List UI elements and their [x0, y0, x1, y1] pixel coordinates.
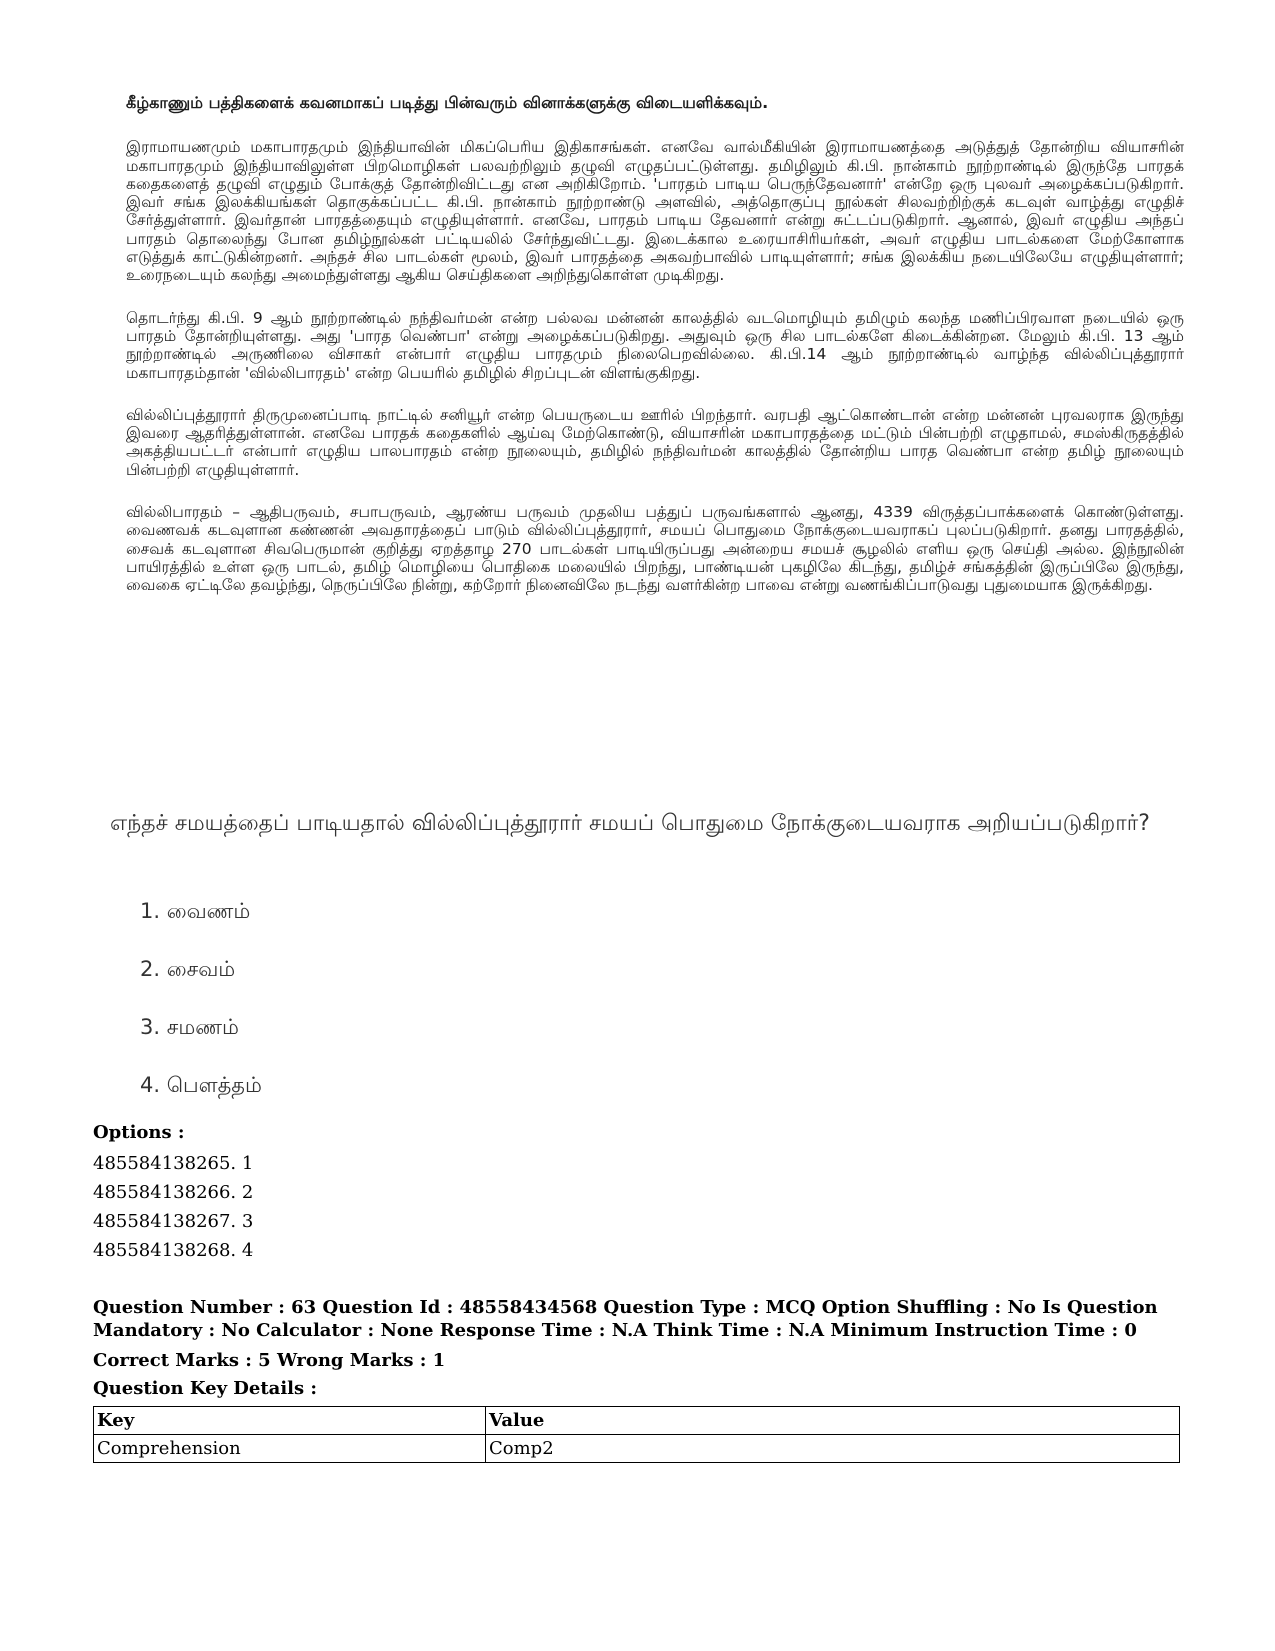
passage-paragraph: இராமாயணமும் மகாபாரதமும் இந்தியாவின் மிகப்பெரிய இதிகாசங்கள். எனவே வால்மீகியின் இராமாயணத்தை அடுத்துத் தோன்றிய வியாசரின் மகாபாரதமும் இந்தியாவிலுள்ள பிறமொழிகள் பலவற்றிலும் தழுவி எழுதப்பட்டுள்ளது. தமிழிலும் கி.பி. நான்காம் நூற்றாண்டில் இருந்தே பாரதக் கதைகளைத் தழுவி எழுதும் போக்குத் தோன்றிவிட்டது என அறிகிறோம். 'பாரதம் பாடிய பெருந்தேவனார்' என்றே ஒரு புலவர் அழைக்கப்படுகிறார். இவர் சங்க இலக்கியங்கள் தொகுக்கப்பட்ட கி.பி. நான்காம் நூற்றாண்டு அளவில், அத்தொகுப்பு நூல்கள் சிலவற்றிற்குக் கடவுள் வாழ்த்து எழுதிச் சேர்த்துள்ளார். இவர்தான் பாரதத்தையும் எழுதியுள்ளார். எனவே, பாரதம் பாடிய தேவனார் என்று சுட்டப்படுகிறார். ஆனால், இவர் எழுதிய அந்தப் பாரதம் தொலைந்து போன தமிழ்நூல்கள் பட்டியலில் சேர்ந்துவிட்டது. இடைக்கால உரையாசிரியர்கள், அவர் எழுதிய பாடல்களை மேற்கோளாக எடுத்துக் காட்டுகின்றனர். அந்தச் சில பாடல்கள் மூலம், இவர் பாரதத்தை அகவற்பாவில் பாடியுள்ளார்; சங்க இலக்கிய நடையிலேயே எழுதியுள்ளார்; உரைநடையும் கலந்து அமைந்துள்ளது ஆகிய செய்திகளை அறிந்துகொள்ள முடிகிறது.: [126, 138, 1184, 285]
option-id-item: 485584138268. 4: [93, 1240, 254, 1261]
passage-paragraph: வில்லிபாரதம் – ஆதிபருவம், சபாபருவம், ஆரண்ய பருவம் முதலிய பத்துப் பருவங்களால் ஆனது, 4339 விருத்தப்பாக்களைக் கொண்டுள்ளது. வைணவக் கடவுளான கண்ணன் அவதாரத்தைப் பாடும் வில்லிப்புத்தூரார், சமயப் பொதுமை நோக்குடையவராகப் புலப்படுகிறார். தனது பாரதத்தில், சைவக் கடவுளான சிவபெருமான் குறித்து ஏறத்தாழ 270 பாடல்கள் பாடியிருப்பது அன்றைய சமயச் சூழலில் எளிய ஒரு செய்தி அல்ல. இந்நூலின் பாயிரத்தில் உள்ள ஒரு பாடல், தமிழ் மொழியை பொதிகை மலையில் பிறந்து, பாண்டியன் புகழிலே கிடந்து, தமிழ்ச் சங்கத்தின் இருப்பிலே இருந்து, வைகை ஏட்டிலே தவழ்ந்து, நெருப்பிலே நின்று, கற்றோர் நினைவிலே நடந்து வளர்கின்ற பாவை என்று வணங்கிப்பாடுவது புதுமையாக இருக்கிறது.: [126, 503, 1185, 595]
answer-choices: [140, 896, 262, 1128]
key-details-label: Question Key Details :: [93, 1378, 318, 1399]
option-id-item: 485584138267. 3: [93, 1211, 254, 1232]
question-meta: Question Number : 63 Question Id : 48558434568 Question Type : MCQ Option Shuffling : No Is Question Mandatory : No Calculator : None Response Time : N.A Think Time : N.A Minimum Instruction Time : 0: [93, 1297, 1158, 1341]
table-header-key: Key: [94, 1407, 486, 1435]
table-header-row: [94, 1407, 1180, 1435]
choice-item: 2. சைவம்: [140, 957, 236, 981]
comprehension-passage: [126, 94, 1184, 619]
choice-item: 4. பௌத்தம்: [140, 1073, 262, 1097]
options-label: Options :: [93, 1122, 185, 1143]
table-cell-key: Comprehension: [94, 1435, 486, 1463]
choice-item: 3. சமணம்: [140, 1015, 239, 1039]
table-header-value: Value: [486, 1407, 1180, 1435]
option-id-item: 485584138266. 2: [93, 1182, 254, 1203]
passage-instruction: கீழ்காணும் பத்திகளைக் கவனமாகப் படித்து பின்வரும் வினாக்களுக்கு விடையளிக்கவும்.: [126, 93, 769, 112]
options-list: [93, 1152, 253, 1268]
table-cell-value: Comp2: [486, 1435, 1180, 1463]
question-text: எந்தச் சமயத்தைப் பாடியதால் வில்லிப்புத்தூரார் சமயப் பொதுமை நோக்குடையவராக அறியப்படுகிறார்?: [110, 811, 1150, 836]
marks-info: Correct Marks : 5 Wrong Marks : 1: [93, 1350, 446, 1371]
passage-paragraph: தொடர்ந்து கி.பி. 9 ஆம் நூற்றாண்டில் நந்திவர்மன் என்ற பல்லவ மன்னன் காலத்தில் வடமொழியும் தமிழும் கலந்த மணிப்பிரவாள நடையில் ஒரு பாரதம் தோன்றியுள்ளது. அது 'பாரத வெண்பா' என்று அழைக்கப்படுகிறது. அதுவும் ஒரு சில பாடல்களே கிடைக்கின்றன. மேலும் கி.பி. 13 ஆம் நூற்றாண்டில் அருணிலை விசாகர் என்பார் எழுதிய பாரதமும் நிலைபெறவில்லை. கி.பி.14 ஆம் நூற்றாண்டில் வாழ்ந்த வில்லிப்புத்தூரார் மகாபாரதம்தான் 'வில்லிபாரதம்' என்ற பெயரில் தமிழில் சிறப்புடன் விளங்குகிறது.: [126, 308, 1184, 382]
option-id-item: 485584138265. 1: [93, 1153, 254, 1174]
table-row: [94, 1435, 1180, 1463]
passage-paragraph: வில்லிப்புத்தூரார் திருமுனைப்பாடி நாட்டில் சனியூர் என்ற பெயருடைய ஊரில் பிறந்தார். வரபதி ஆட்கொண்டான் என்ற மன்னன் புரவலராக இருந்து இவரை ஆதரித்துள்ளான். எனவே பாரதக் கதைகளில் ஆய்வு மேற்கொண்டு, வியாசரின் மகாபாரதத்தை மட்டும் பின்பற்றி எழுதாமல், சமஸ்கிருதத்தில் அகத்தியபட்டர் என்பார் எழுதிய பாலபாரதம் என்ற நூலையும், தமிழில் நந்திவர்மன் காலத்தில் தோன்றிய பாரத வெண்பா என்ற தமிழ் நூலையும் பின்பற்றி எழுதியுள்ளார்.: [126, 405, 1184, 479]
key-details-table: [93, 1406, 1180, 1463]
choice-item: 1. வைணம்: [140, 899, 251, 923]
